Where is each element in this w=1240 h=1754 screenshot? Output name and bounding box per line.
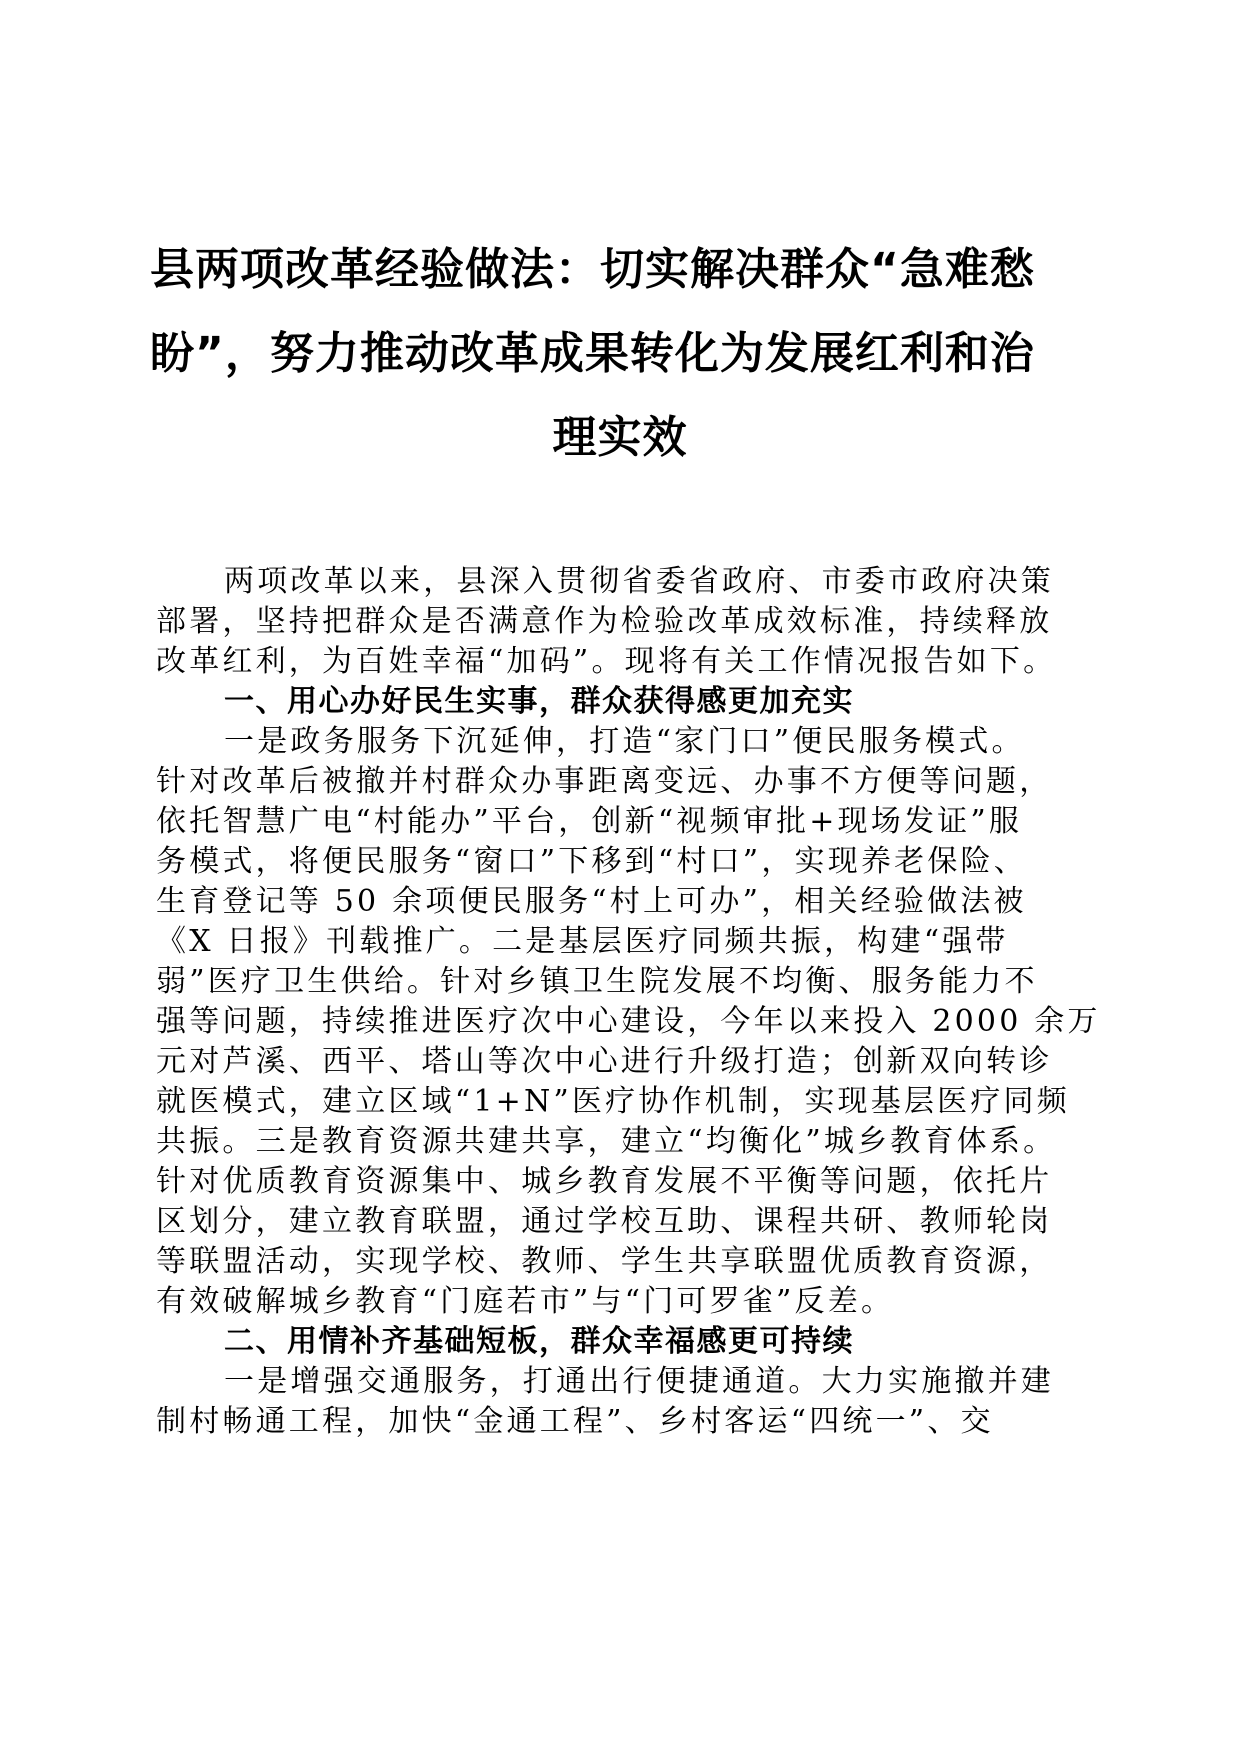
body-text-line: 针对优质教育资源集中、城乡教育发展不平衡等问题，依托片 <box>156 1164 1053 1199</box>
document-body <box>156 562 1101 1442</box>
body-text-line: 依托智慧广电“村能办”平台，创新“视频审批+现场发证”服 <box>156 804 1023 839</box>
body-text-line: 部署，坚持把群众是否满意作为检验改革成效标准，持续释放 <box>156 604 1053 639</box>
document-title <box>150 228 1090 480</box>
section-heading: 一、用心办好民生实事，群众获得感更加充实 <box>224 684 854 719</box>
body-text-line: 制村畅通工程，加快“金通工程”、乡村客运“四统一”、交 <box>156 1404 994 1439</box>
body-text-line: 两项改革以来，县深入贯彻省委省政府、市委市政府决策 <box>224 564 1054 599</box>
section-heading: 二、用情补齐基础短板，群众幸福感更可持续 <box>224 1324 854 1359</box>
body-text-line: 区划分，建立教育联盟，通过学校互助、课程共研、教师轮岗 <box>156 1204 1053 1239</box>
body-text-line: 针对改革后被撤并村群众办事距离变远、办事不方便等问题， <box>156 764 1053 799</box>
body-text-line: 改革红利，为百姓幸福“加码”。现将有关工作情况报告如下。 <box>156 644 1057 679</box>
body-text-line: 务模式，将便民服务“窗口”下移到“村口”，实现养老保险、 <box>156 844 1027 879</box>
body-text-line: 一是政务服务下沉延伸，打造“家门口”便民服务模式。 <box>224 724 1025 759</box>
title-line: 盼”，努力推动改革成果转化为发展红利和治 <box>150 328 1035 379</box>
title-line: 理实效 <box>552 412 688 463</box>
body-text-line: 等联盟活动，实现学校、教师、学生共享联盟优质教育资源， <box>156 1244 1053 1279</box>
body-text-line: 元对芦溪、西平、塔山等次中心进行升级打造；创新双向转诊 <box>156 1044 1053 1079</box>
body-text-line: 有效破解城乡教育“门庭若市”与“门可罗雀”反差。 <box>156 1284 895 1319</box>
title-line: 县两项改革经验做法：切实解决群众“急难愁 <box>150 244 1035 295</box>
body-text-line: 一是增强交通服务，打通出行便捷通道。大力实施撤并建 <box>224 1364 1054 1399</box>
body-text-line: 弱”医疗卫生供给。针对乡镇卫生院发展不均衡、服务能力不 <box>156 964 1038 999</box>
body-text-line: 强等问题，持续推进医疗次中心建设，今年以来投入 2000 余万 <box>156 1004 1101 1039</box>
body-text-line: 就医模式，建立区域“1+N”医疗协作机制，实现基层医疗同频 <box>156 1084 1070 1119</box>
body-text-line: 生育登记等 50 余项便民服务“村上可办”，相关经验做法被 <box>156 884 1027 919</box>
body-text-line: 共振。三是教育资源共建共享，建立“均衡化”城乡教育体系。 <box>156 1124 1057 1159</box>
body-text-line: 《X 日报》刊载推广。二是基层医疗同频共振，构建“强带 <box>156 924 1009 959</box>
